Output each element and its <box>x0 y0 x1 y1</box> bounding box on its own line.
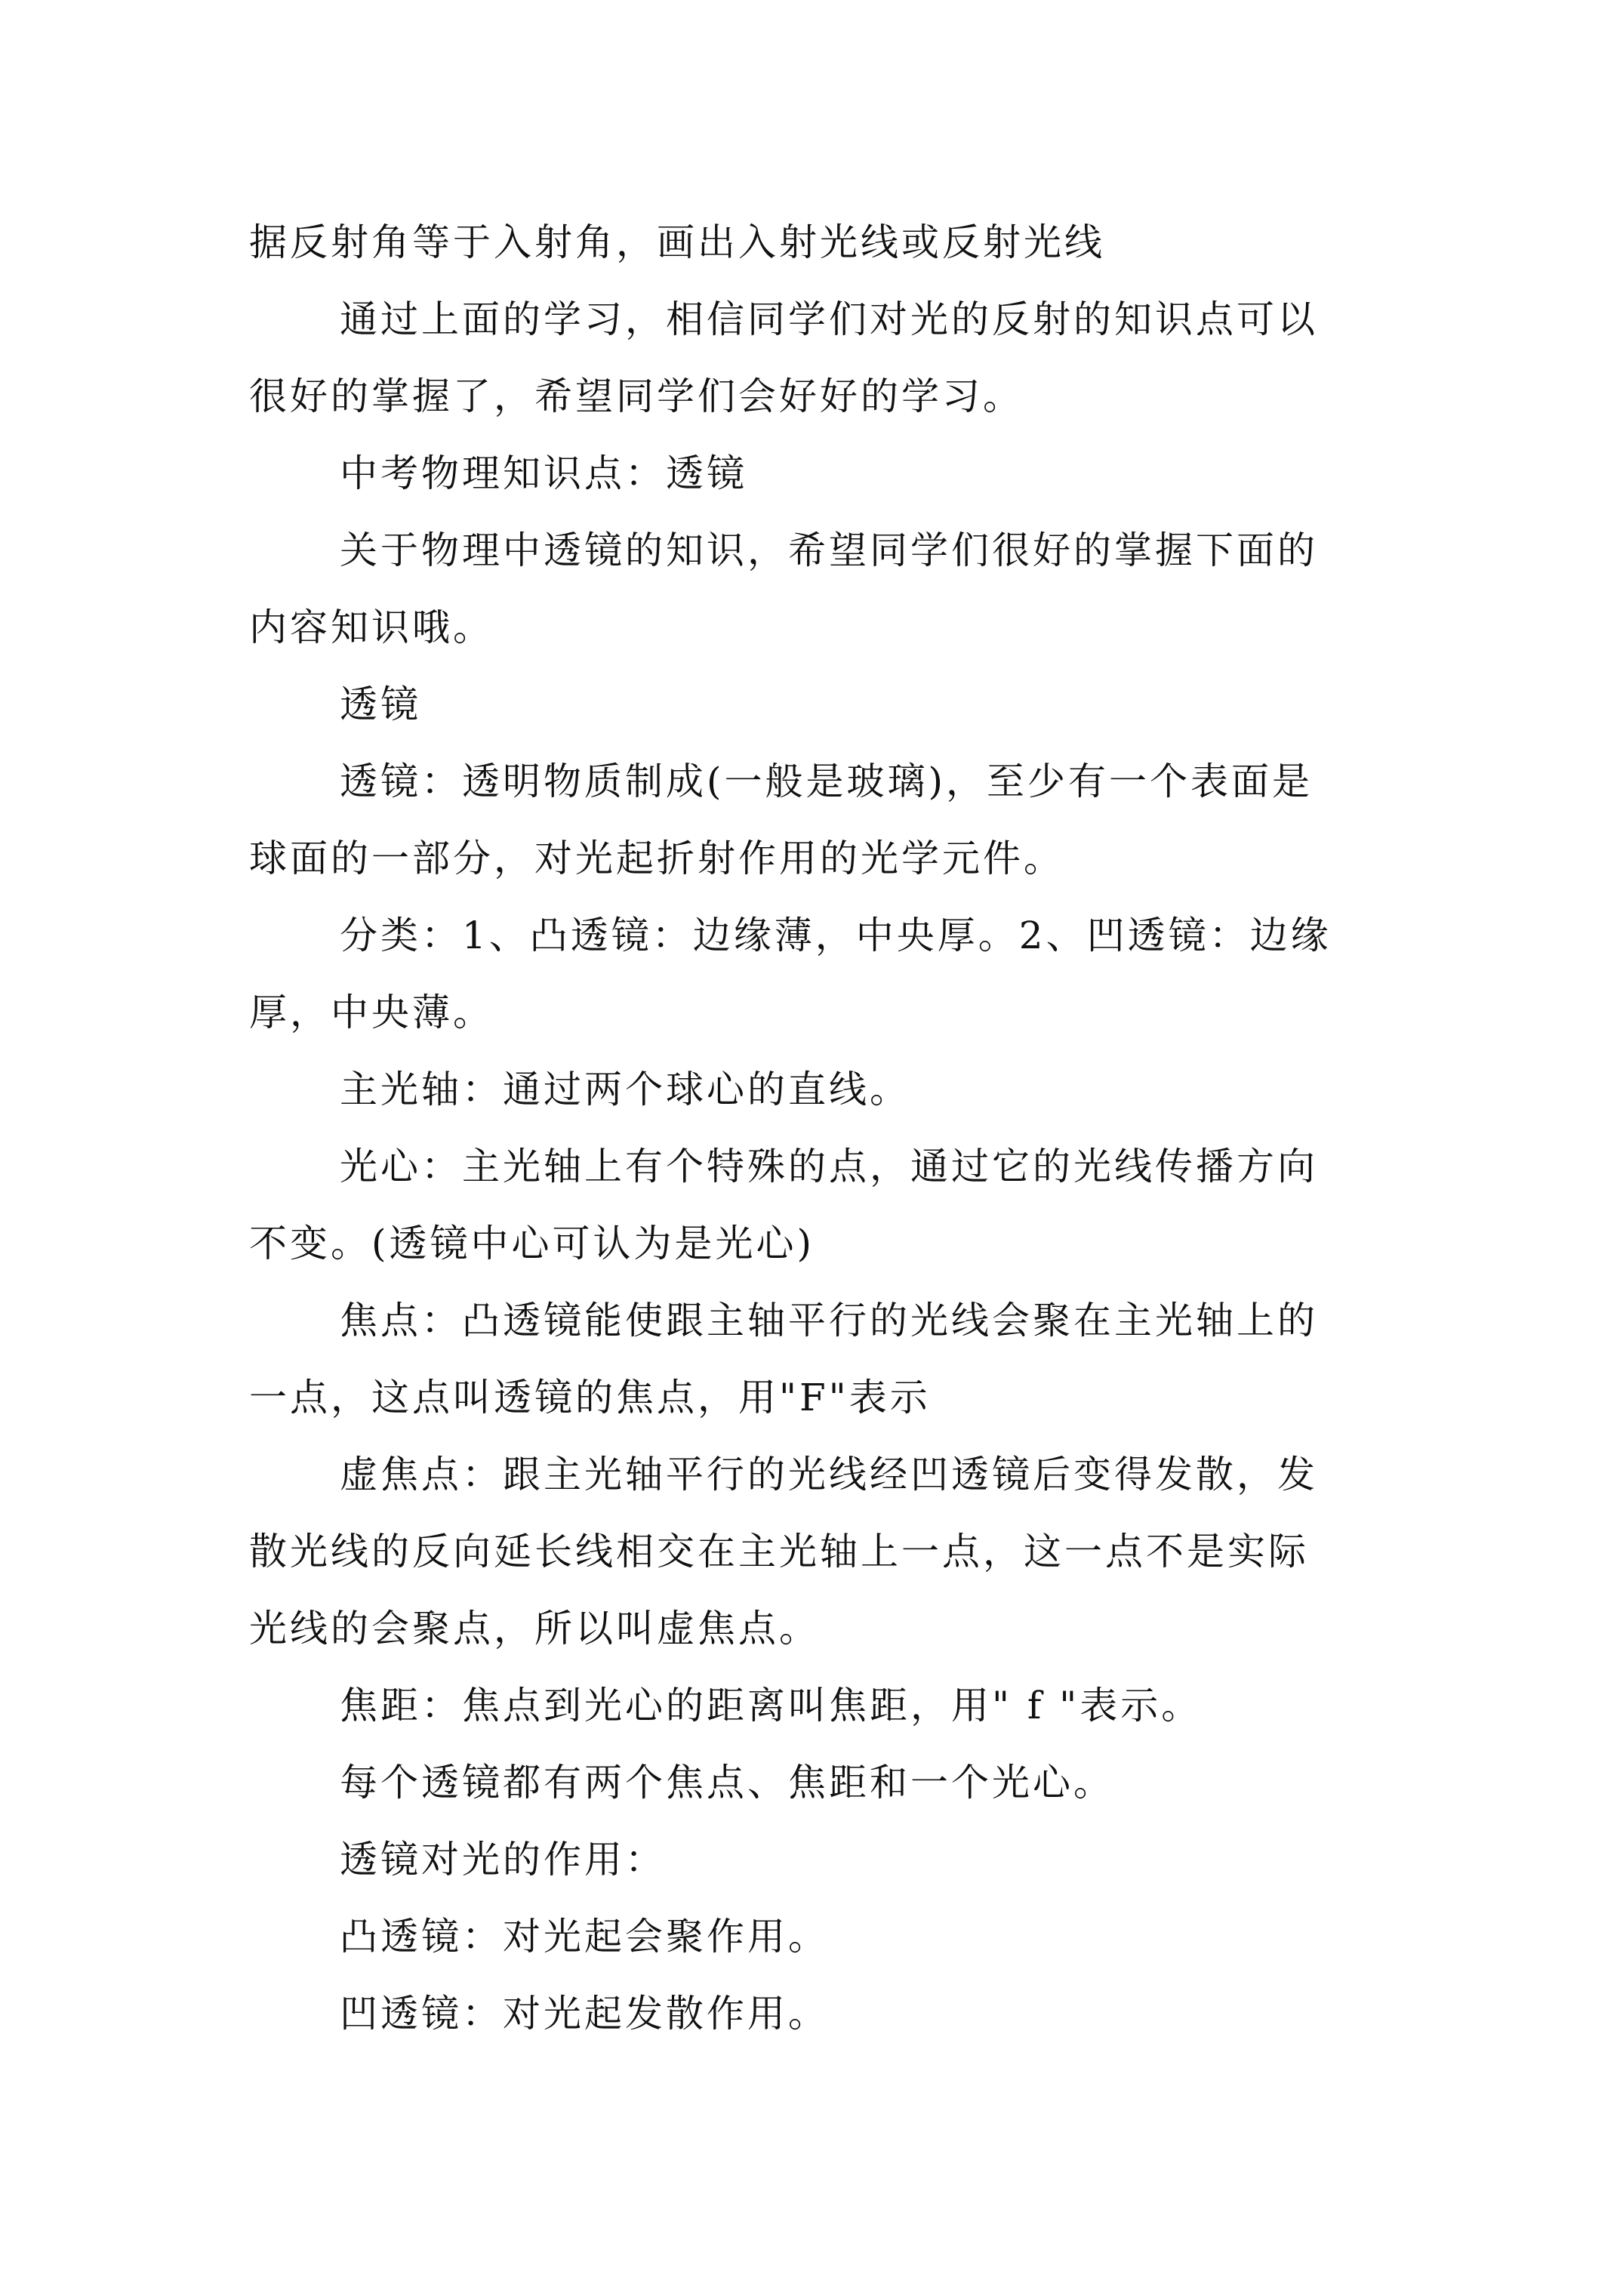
text-line: 透镜：透明物质制成(一般是玻璃)，至少有一个表面是 <box>340 760 1313 803</box>
text-line: 一点，这点叫透镜的焦点，用"F"表示 <box>249 1376 931 1419</box>
text-line: 据反射角等于入射角，画出入射光线或反射光线 <box>249 220 1105 264</box>
text-line: 每个透镜都有两个焦点、焦距和一个光心。 <box>340 1761 1114 1804</box>
text-line: 透镜对光的作用： <box>340 1838 666 1881</box>
text-line: 主光轴：通过两个球心的直线。 <box>340 1068 910 1111</box>
text-line: 光线的会聚点，所以叫虚焦点。 <box>249 1607 820 1650</box>
section-heading: 中考物理知识点：透镜 <box>340 451 747 495</box>
text-line: 关于物理中透镜的知识，希望同学们很好的掌握下面的 <box>340 529 1318 572</box>
text-line: 球面的一部分，对光起折射作用的光学元件。 <box>249 837 1064 880</box>
text-line: 凸透镜：对光起会聚作用。 <box>340 1915 829 1959</box>
text-line: 焦点：凸透镜能使跟主轴平行的光线会聚在主光轴上的 <box>340 1299 1318 1342</box>
text-line: 虚焦点：跟主光轴平行的光线经凹透镜后变得发散，发 <box>340 1453 1318 1496</box>
text-line: 内容知识哦。 <box>249 606 494 649</box>
text-line: 通过上面的学习，相信同学们对光的反射的知识点可以 <box>340 297 1318 341</box>
document-body <box>249 204 1381 2052</box>
text-line: 焦距：焦点到光心的距离叫焦距，用" f "表示。 <box>340 1684 1203 1727</box>
text-line: 很好的掌握了，希望同学们会好好的学习。 <box>249 374 1024 418</box>
text-line: 散光线的反向延长线相交在主光轴上一点，这一点不是实际 <box>249 1530 1309 1573</box>
text-line: 光心：主光轴上有个特殊的点，通过它的光线传播方向 <box>340 1145 1318 1188</box>
subsection-heading: 透镜 <box>340 683 421 726</box>
text-line: 凹透镜：对光起发散作用。 <box>340 1992 829 2036</box>
text-line: 厚，中央薄。 <box>249 991 494 1034</box>
text-line: 分类：1、凸透镜：边缘薄，中央厚。2、凹透镜：边缘 <box>340 914 1332 957</box>
text-line: 不变。(透镜中心可认为是光心) <box>249 1222 815 1265</box>
